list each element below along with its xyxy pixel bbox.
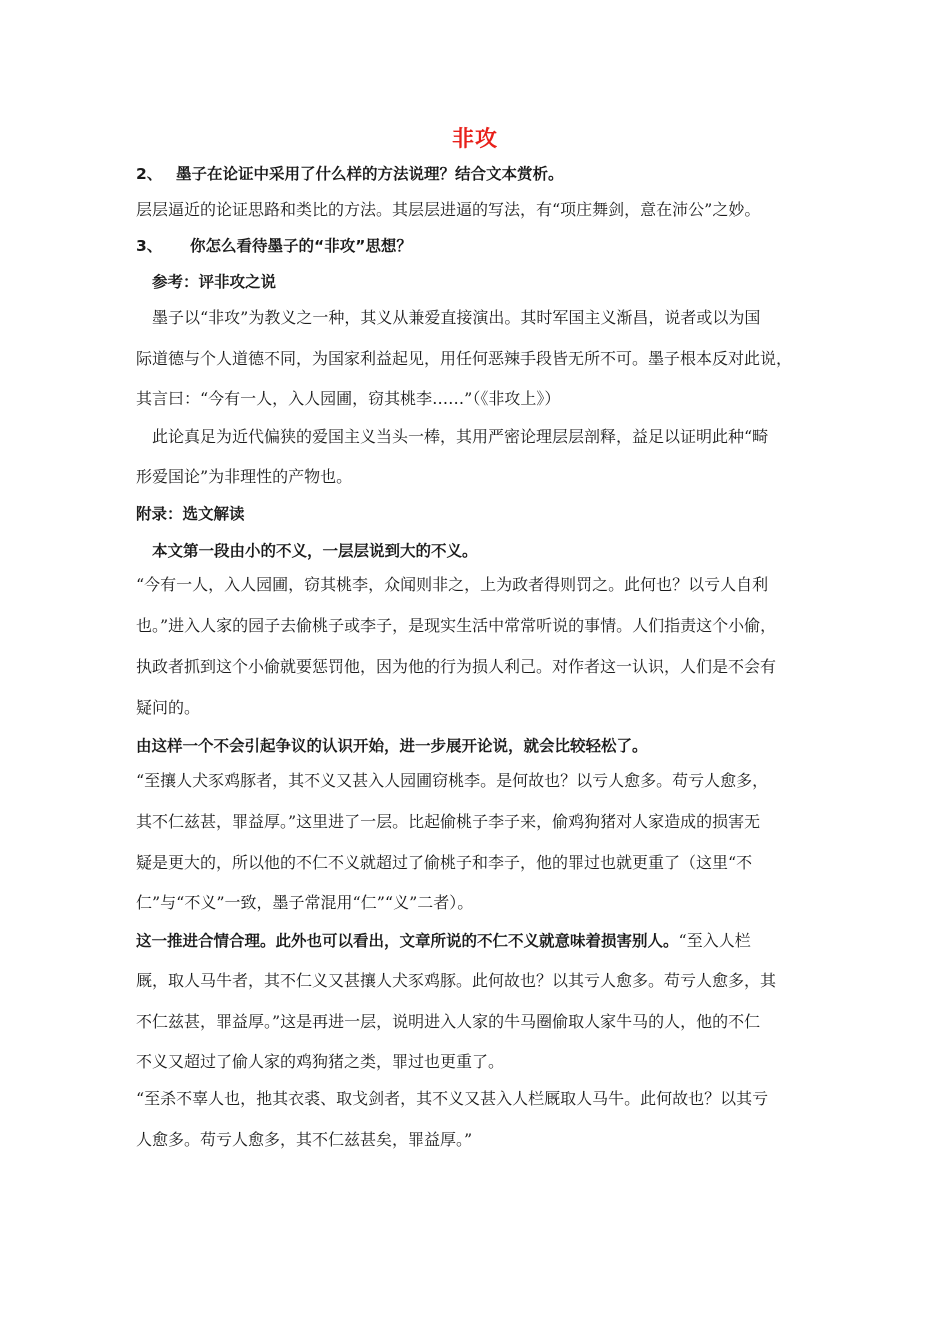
reference-paragraph-2-line-2: 形爱国论”为非理性的产物也。 [136,467,353,486]
question-2 [136,163,826,185]
question-2-answer: 层层逼近的论证思路和类比的方法。其层层进逼的写法，有“项庄舞剑，意在沛公”之妙。 [136,200,761,219]
appendix-d-line-2: 人愈多。苟亏人愈多，其不仁兹甚矣，罪益厚。” [136,1130,473,1149]
question-3-text: 你怎么看待墨子的“非攻”思想？ [190,237,412,255]
appendix-c-line-4: 不义又超过了偷人家的鸡狗猪之类，罪过也更重了。 [136,1052,505,1071]
appendix-d-line-1: “至杀不辜人也，扡其衣裘、取戈剑者，其不义又甚入人栏厩取人马牛。此何故也？以其亏 [136,1089,769,1108]
appendix-a-line-4: 疑问的。 [136,698,201,717]
appendix-label: 附录：选文解读 [136,505,245,523]
appendix-c-line-3: 不仁兹甚，罪益厚。”这是再进一层，说明进入人家的牛马圈偷取人家牛马的人，他的不仁 [136,1012,761,1031]
question-2-number: 2、 [136,165,163,183]
reference-paragraph-2-line-1: 此论真足为近代偏狭的爱国主义当头一棒，其用严密论理层层剖释，益足以证明此种“畸 [152,427,769,446]
appendix-b-line-2: 其不仁兹甚，罪益厚。”这里进了一层。比起偷桃子李子来，偷鸡狗猪对人家造成的损害无 [136,812,761,831]
appendix-a-line-3: 执政者抓到这个小偷就要惩罚他，因为他的行为损人利己。对作者这一认识，人们是不会有 [136,657,777,676]
reference-paragraph-1-line-2: 际道德与个人道德不同，为国家利益起见，用任何恶辣手段皆无所不可。墨子根本反对此说， [136,349,793,368]
document-title: 非攻 [451,127,498,152]
question-3-number: 3、 [136,237,163,255]
reference-paragraph-1-line-1: 墨子以“非攻”为教义之一种，其义从兼爱直接演出。其时军国主义渐昌，说者或以为国 [152,308,761,327]
appendix-c-line-1 [136,930,826,952]
appendix-a-line-2: 也。”进入人家的园子去偷桃子或李子，是现实生活中常常听说的事情。人们指责这个小偷， [136,616,777,635]
appendix-b-line-4: 仁”与“不义”一致，墨子常混用“仁”“义”二者）。 [136,893,474,912]
reference-paragraph-1-line-3: 其言曰：“今有一人，入人园圃，窃其桃李……”（《非攻上》） [136,389,561,408]
reference-label: 参考：评非攻之说 [152,273,277,291]
appendix-b-line-3: 疑是更大的，所以他的不仁不义就超过了偷桃子和李子，他的罪过也就更重了（这里“不 [136,853,753,872]
appendix-b-line-1: “至攘人犬豕鸡豚者，其不义又甚入人园圃窃桃李。是何故也？以亏人愈多。苟亏人愈多， [136,771,769,790]
question-3 [136,235,826,257]
appendix-summary-1: 本文第一段由小的不义，一层层说到大的不义。 [152,542,478,560]
appendix-a-line-1: “今有一人，入人园圃，窃其桃李，众闻则非之，上为政者得则罚之。此何也？以亏人自利 [136,575,769,594]
question-2-text: 墨子在论证中采用了什么样的方法说理？结合文本赏析。 [176,165,564,183]
appendix-c-line-1-rest: “至入人栏 [678,931,751,950]
appendix-summary-2: 由这样一个不会引起争议的认识开始，进一步展开论说，就会比较轻松了。 [136,737,648,755]
appendix-c-line-2: 厩，取人马牛者，其不仁义又甚攘人犬豕鸡豚。此何故也？以其亏人愈多。苟亏人愈多，其 [136,971,777,990]
appendix-summary-3: 这一推进合情合理。此外也可以看出，文章所说的不仁不义就意味着损害别人。 [136,932,679,950]
